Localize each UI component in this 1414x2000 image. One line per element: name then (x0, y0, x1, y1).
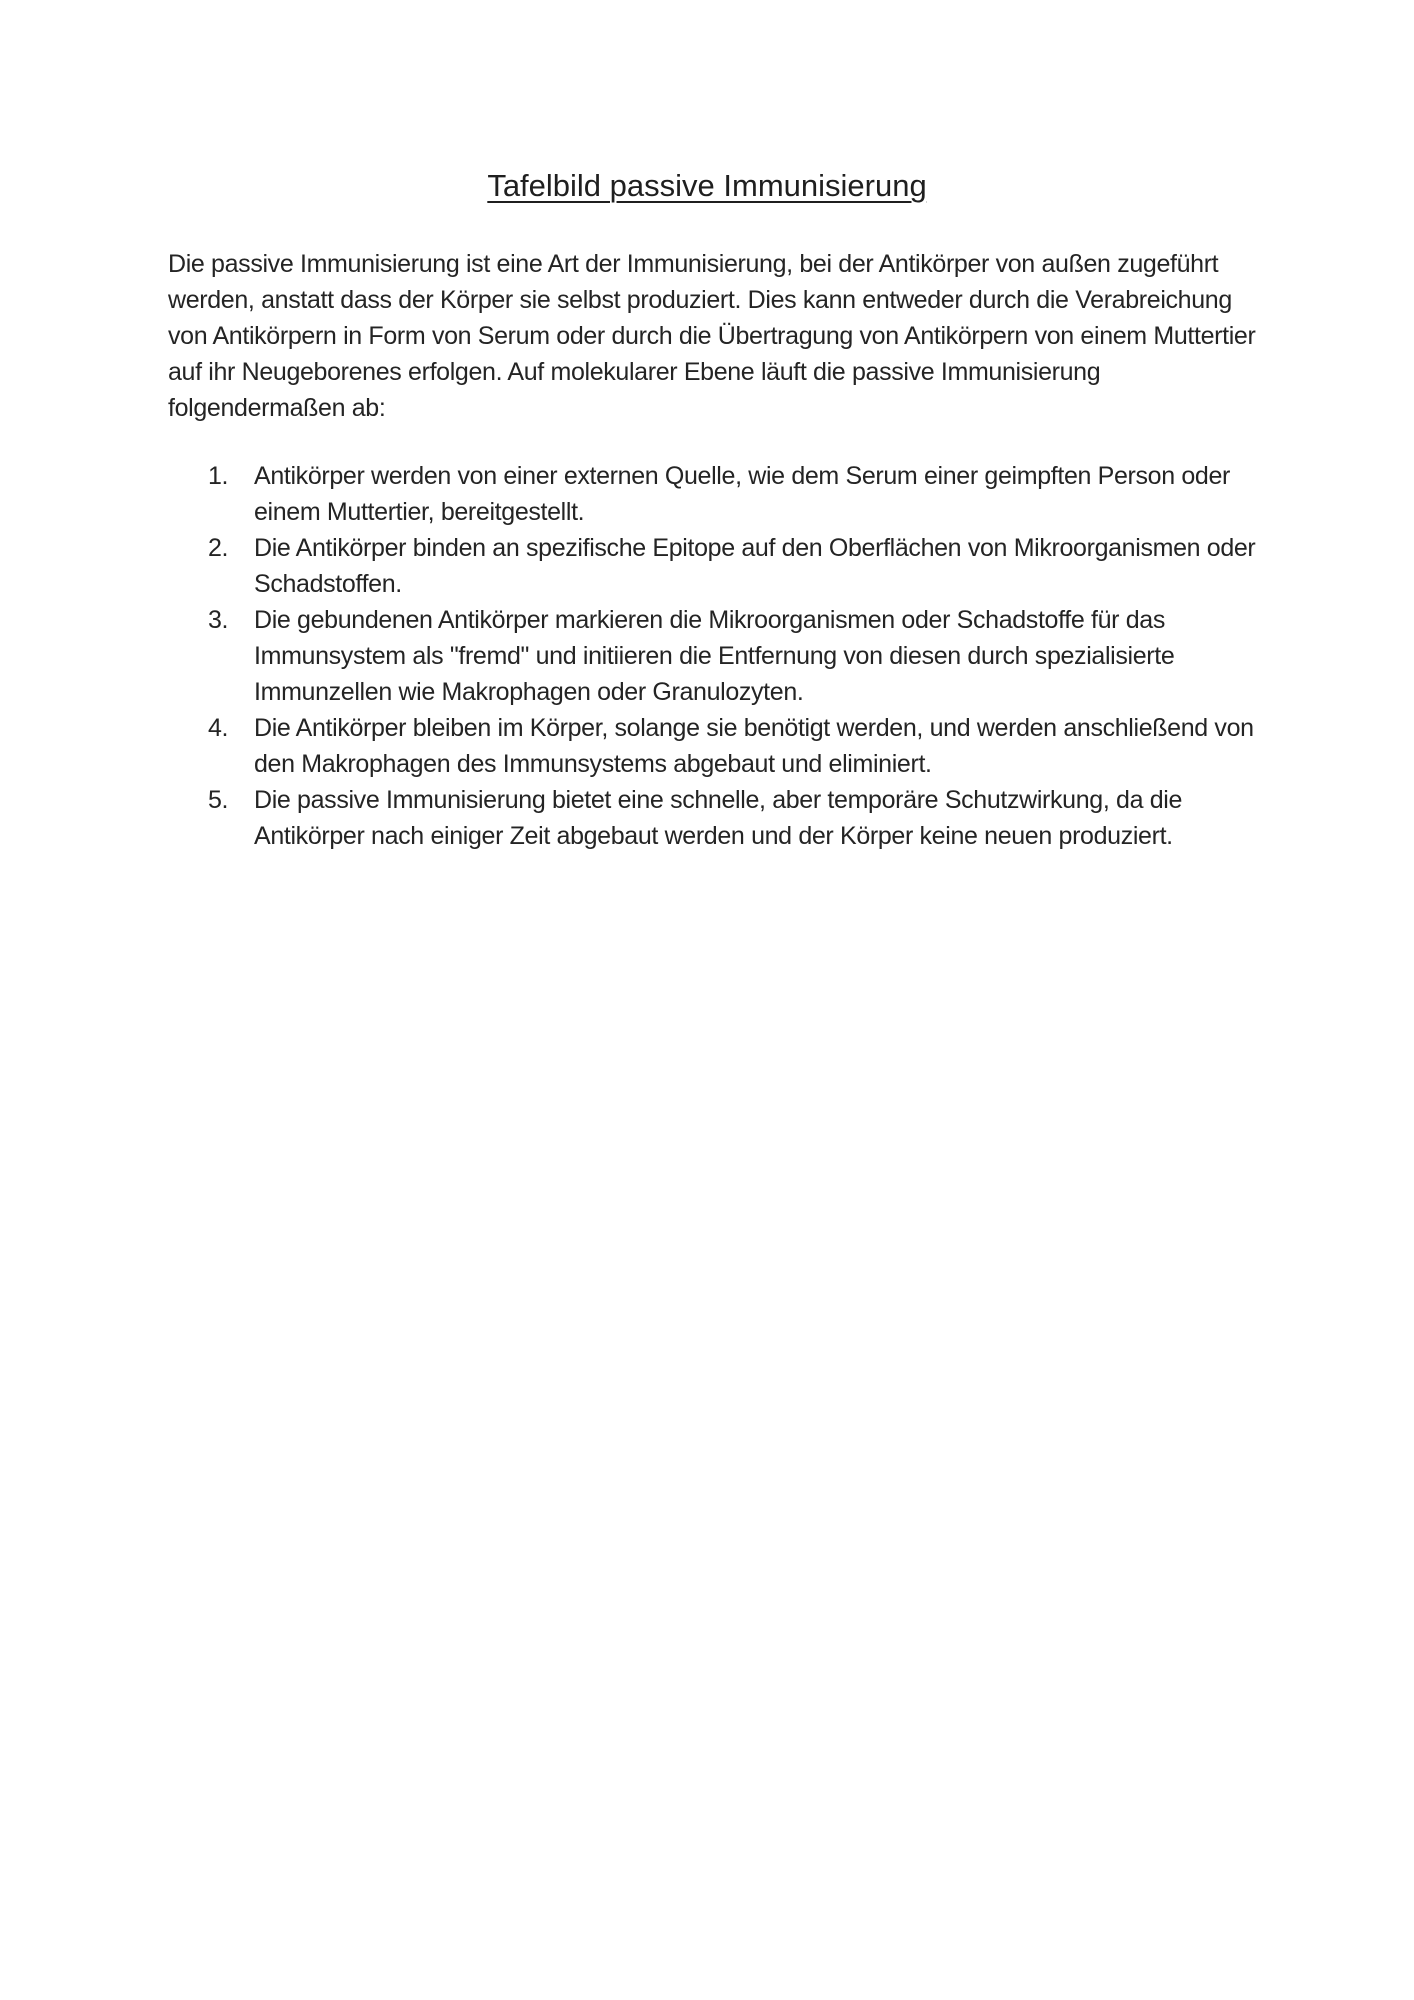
list-item (168, 782, 1258, 854)
list-item-text: Die passive Immunisierung bietet eine schnelle, aber temporäre Schutzwirkung, da die Antikörper nach einiger Zeit abgebaut werden und der Körper keine neuen produziert. (254, 786, 1183, 850)
list-item-number: 4. (208, 714, 229, 742)
list-item-number: 1. (208, 462, 229, 490)
list-item (168, 602, 1258, 710)
intro-paragraph: Die passive Immunisierung ist eine Art der Immunisierung, bei der Antikörper von außen zugeführt werden, anstatt dass der Körper sie selbst produziert. Dies kann entweder durch die Verabreichung von Antikörpern in Form von Serum oder durch die Übertragung von Antikörpern von einem Muttertier auf ihr Neugeborenes erfolgen. Auf molekularer Ebene läuft die passive Immunisierung folgendermaßen ab: (168, 250, 1256, 422)
list-item-text: Die gebundenen Antikörper markieren die Mikroorganismen oder Schadstoffe für das Immunsystem als "fremd" und initiieren die Entfernung von diesen durch spezialisierte Immunzellen wie Makrophagen oder Granulozyten. (254, 606, 1175, 706)
list-item (168, 710, 1258, 782)
list-item-text: Antikörper werden von einer externen Quelle, wie dem Serum einer geimpften Person oder einem Muttertier, bereitgestellt. (254, 462, 1230, 526)
list-item-number: 3. (208, 606, 229, 634)
steps-list (168, 458, 1258, 854)
document-title-text: Tafelbild passive Immunisierung (487, 168, 927, 203)
list-item-text: Die Antikörper binden an spezifische Epitope auf den Oberflächen von Mikroorganismen oder Schadstoffen. (254, 534, 1256, 598)
list-item (168, 530, 1258, 602)
list-item (168, 458, 1258, 530)
list-item-number: 5. (208, 786, 229, 814)
list-item-number: 2. (208, 534, 229, 562)
list-item-text: Die Antikörper bleiben im Körper, solange sie benötigt werden, und werden anschließend von den Makrophagen des Immunsystems abgebaut und eliminiert. (254, 714, 1254, 778)
document-title (0, 166, 1414, 206)
